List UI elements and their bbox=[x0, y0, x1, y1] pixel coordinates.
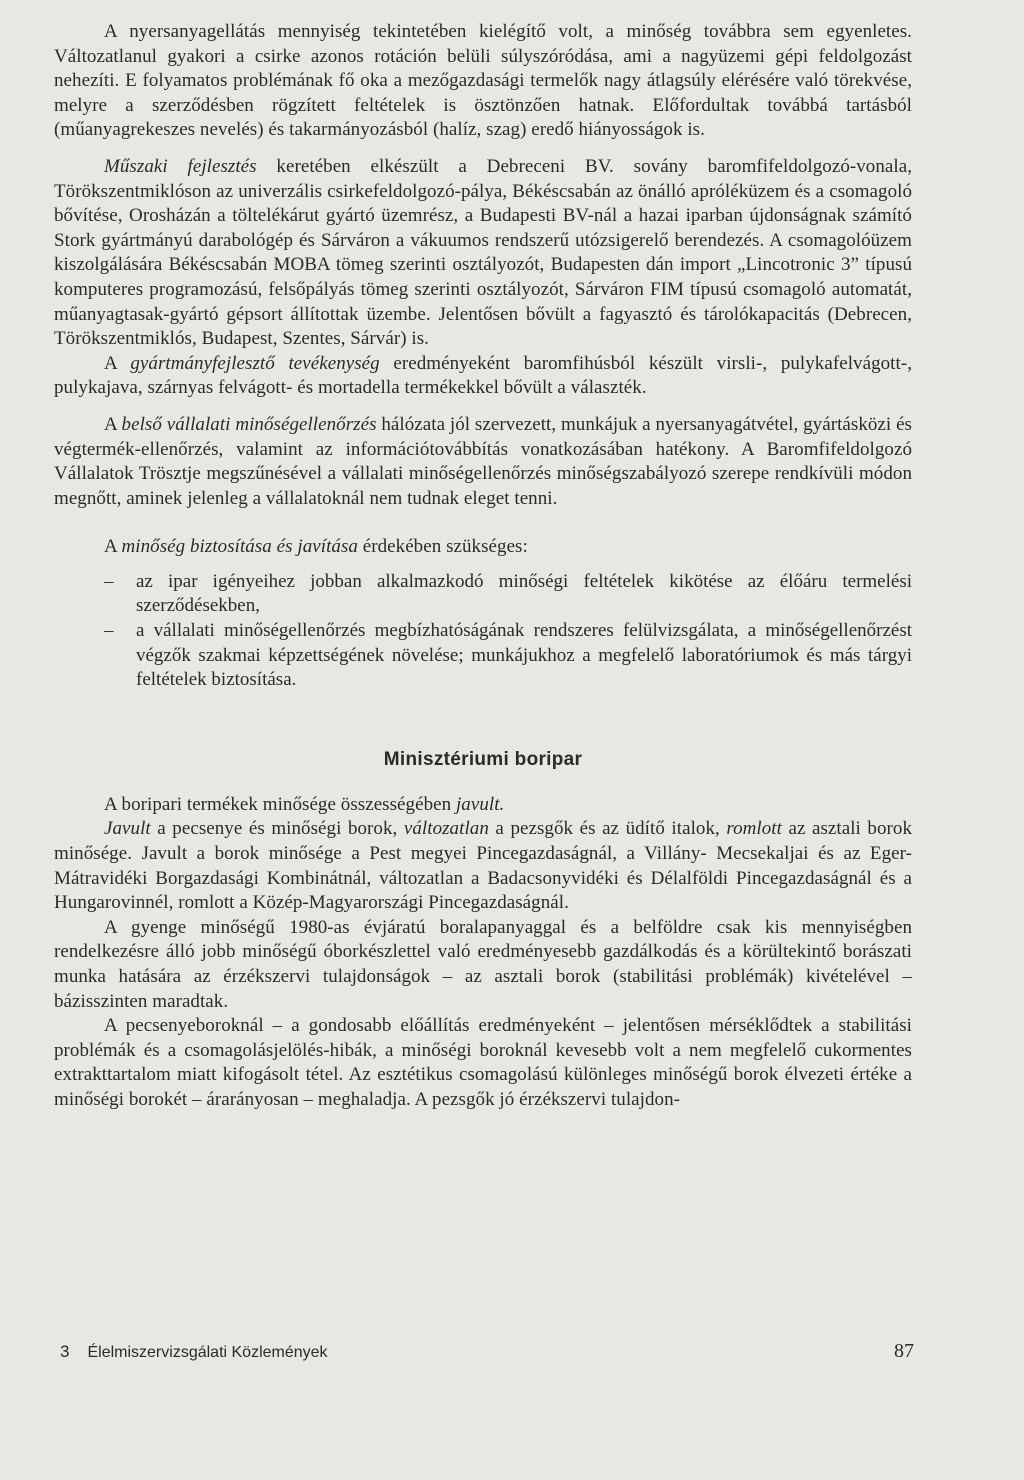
paragraph-technical-development: Műszaki fejlesztés keretében elkészült a Debreceni BV. sovány baromfifeldolgozó-vonala, Törökszentmiklóson az univerzális csirkefeldolgozó-pálya, Békéscsabán az önálló apróléküzem és a csomagoló bővítése, Orosházán a töltelékárut gyártó üzemrész, a Budapesti BV-nál a hazai iparban újdonságnak számító Stork gyártmányú darabológép és Sárváron a vákuumos rendszerű utózsigerelő berendezés. A csomagolóüzem kiszolgálására Békéscsabán MOBA tömeg szerinti osztályozót, Budapesten dán import „Lincotronic 3” típusú komputeres programozású, felsőpályás tömeg szerinti osztályozót, Sárváron FIM típusú csomagoló automatát, műanyagtasak-gyártó gépsort állítottak üzembe. Jelentősen bővült a fagyasztó és tárolókapacitás (Debrecen, Törökszentmiklós, Budapest, Szentes, Sárvár) is. bbox=[54, 155, 913, 350]
paragraph-wine-1980: A gyenge minőségű 1980-as évjáratú boralapanyaggal és a belföldre csak kis mennyiségben rendelkezésre álló jobb minőségű óborkészlettel való eredményesebb gazdálkodás és a körültekintő borászati munka hatására az érzékszervi tulajdonságok – az asztali borok (stabilitási problémák) kivételével – bázisszinten maradtak. bbox=[54, 916, 912, 1012]
paragraph-quality-assurance: A minőség biztosítása és javítása érdekében szükséges: bbox=[104, 536, 528, 558]
requirements-list bbox=[54, 570, 912, 693]
sheet-number: 3 bbox=[60, 1342, 70, 1361]
paragraph-raw-material: A nyersanyagellátás mennyiség tekintetében kielégítő volt, a minőség továbbra sem egyenletes. Változatlanul gyakori a csirke azonos rotáción belüli súlyszóródása, ami a nagyüzemi gépi feldolgozást nehezíti. E folyamatos problémának fő oka a mezőgazdasági termelők nagy átlagsúly elérésére való törekvése, melyre a szerződésben rögzített feltételek is ösztönzően hatnak. Előfordultak továbbá tartásból (műanyagrekeszes nevelés) és takarmányozásból (halíz, szag) eredő hiányosságok is. bbox=[54, 21, 912, 141]
page-number: 87 bbox=[894, 1340, 914, 1362]
paragraph-roast-wines: A pecsenyeboroknál – a gondosabb előállítás eredményeként – jelentősen mérséklődtek a stabilitási problémák és a csomagolásjelölés-hibák, a minőségi boroknál kevesebb volt a nem megfelelő cukormentes extrakttartalom miatt kifogásolt tétel. Az esztétikus csomagolású különleges minőségű borok élvezeti értéke a minőségi borokét – árarányosan – meghaladja. A pezsgők jó érzékszervi tulajdon- bbox=[54, 1015, 912, 1110]
emphasis-improved: javult. bbox=[455, 793, 505, 815]
paragraph-product-development: A gyártmányfejlesztő tevékenység eredményeként baromfihúsból készült virsli-, pulykafelvágott-, pulykajava, szárnyas felvágott- és mortadella termékekkel bővült a választék. bbox=[54, 352, 912, 399]
footer-journal bbox=[60, 1342, 328, 1362]
paragraph-wine-overall: A boripari termékek minősége összességében javult. bbox=[104, 793, 505, 815]
emphasis-deteriorated: romlott bbox=[726, 818, 782, 840]
paragraph-wine-details: Javult a pecsenye és minőségi borok, változatlan a pezsgők és az üdítő italok, romlott az asztali borok minősége. Javult a borok minősége a Pest megyei Pincegazdaságnál, a Villány- Mecsekaljai és az Eger- Mátravidéki Borgazdasági Kombinátnál, változatlan a Badacsonyvidéki és Délalföldi Pincegazdaságnál és a Hungarovinnél, romlott a Közép-Magyarországi Pincegazdaságnál. bbox=[54, 818, 913, 914]
emphasis-unchanged: változatlan bbox=[403, 818, 489, 840]
section-title: Minisztériumi boripar bbox=[383, 748, 583, 770]
list-item: – a vállalati minőségellenőrzés megbízhatóságának rendszeres felülvizsgálata, a minőségellenőrzést végzők szakmai képzettségének növelése; munkájukhoz a megfelelő laboratóriumok és más tárgyi feltételek biztosítása. bbox=[104, 620, 912, 691]
paragraph-quality-control: A belső vállalati minőségellenőrzés hálózata jól szervezett, munkájuk a nyersanyagátvétel, gyártásközi és végtermék-ellenőrzés, valamint az információtovábbítás vonatkozásában hatékony. A Baromfifeldolgozó Vállalatok Trösztje megszűnésével a vállalati minőségellenőrzés minőségszabályozó szerepe rendkívüli módon megnőtt, aminek jelenleg a vállalatoknál nem tudnak eleget tenni. bbox=[54, 413, 912, 509]
dash-bullet: – bbox=[104, 620, 114, 642]
emphasis-product-development: gyártmányfejlesztő tevékenység bbox=[130, 352, 380, 374]
journal-title: Élelmiszervizsgálati Közlemények bbox=[87, 1344, 328, 1361]
dash-bullet: – bbox=[104, 570, 114, 592]
emphasis-improved-2: Javult bbox=[104, 818, 151, 840]
emphasis-quality-assurance: minőség biztosítása és javítása bbox=[121, 536, 358, 558]
emphasis-technical-development: Műszaki fejlesztés bbox=[104, 155, 257, 177]
emphasis-quality-control: belső vállalati minőségellenőrzés bbox=[121, 413, 377, 435]
page-footer bbox=[60, 1340, 914, 1363]
list-item: – az ipar igényeihez jobban alkalmazkodó minőségi feltételek kikötése az élőáru termelési szerződésekben, bbox=[104, 570, 912, 617]
